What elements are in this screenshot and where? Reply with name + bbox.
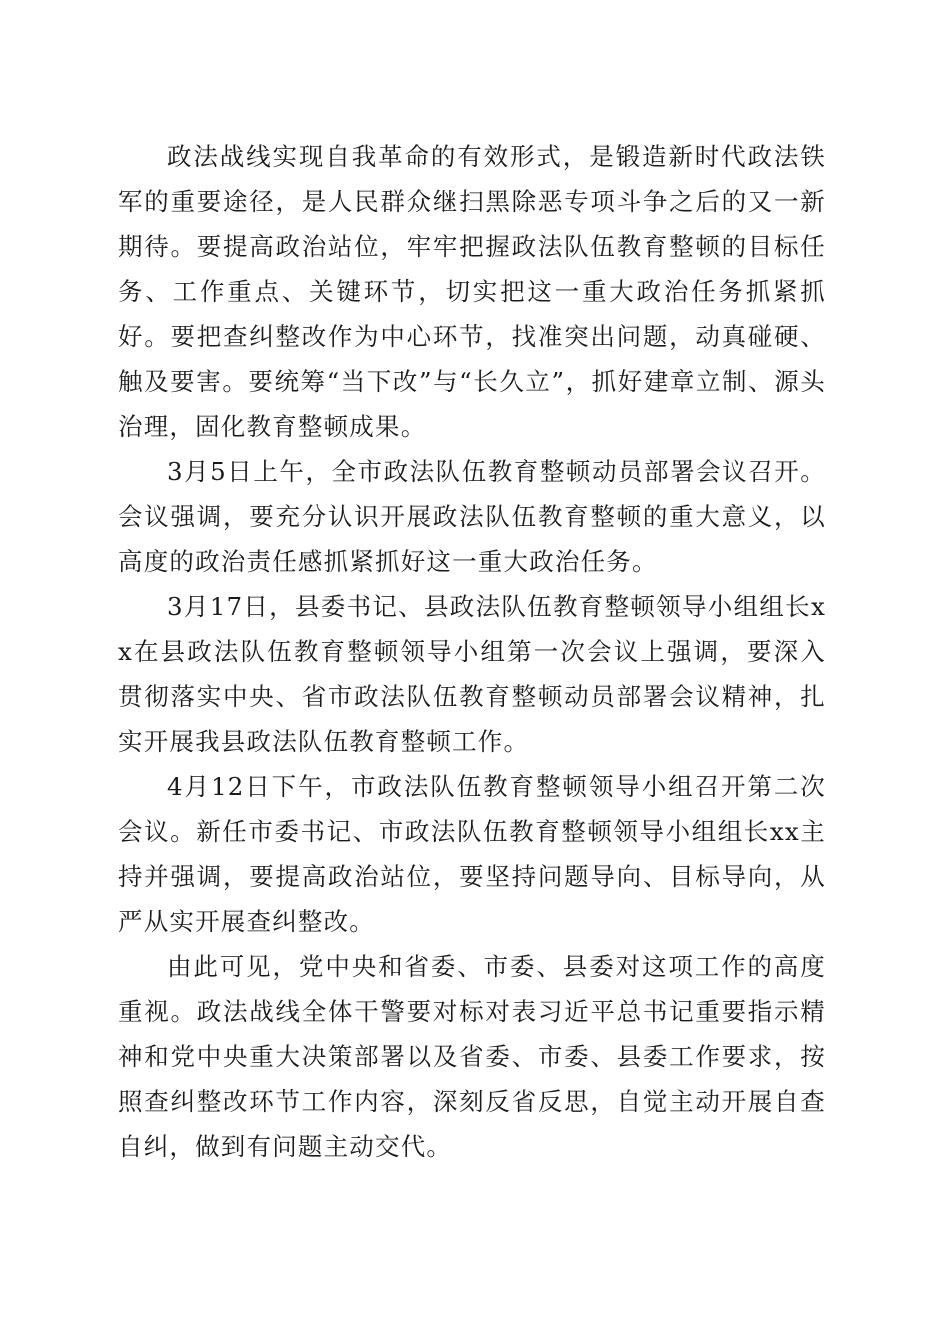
paragraph-1: 政法战线实现自我革命的有效形式，是锻造新时代政法铁军的重要途径，是人民群众继扫黑除恶专项斗争之后的又一新期待。要提高政治站位，牢牢把握政法队伍教育整顿的目标任务、工作重点、关键环节，切实把这一重大政治任务抓紧抓好。要把查纠整改作为中心环节，找准突出问题，动真碰硬、触及要害。要统筹“当下改”与“长久立”，抓好建章立制、源头治理，固化教育整顿成果。: [118, 142, 826, 441]
paragraph-5: 由此可见，党中央和省委、市委、县委对这项工作的高度重视。政法战线全体干警要对标对表习近平总书记重要指示精神和党中央重大决策部署以及省委、市委、县委工作要求，按照查纠整改环节工作内容，深刻反省反思，自觉主动开展自查自纠，做到有问题主动交代。: [118, 952, 826, 1161]
document-body: [118, 134, 826, 1169]
paragraph-3: 3月17日，县委书记、县政法队伍教育整顿领导小组组长xx在县政法队伍教育整顿领导小组第一次会议上强调，要深入贯彻落实中央、省市政法队伍教育整顿动员部署会议精神，扎实开展我县政法队伍教育整顿工作。: [118, 592, 826, 756]
paragraph-2: 3月5日上午，全市政法队伍教育整顿动员部署会议召开。会议强调，要充分认识开展政法队伍教育整顿的重大意义，以高度的政治责任感抓紧抓好这一重大政治任务。: [118, 457, 826, 576]
paragraph-4: 4月12日下午，市政法队伍教育整顿领导小组召开第二次会议。新任市委书记、市政法队伍教育整顿领导小组组长xx主持并强调，要提高政治站位，要坚持问题导向、目标导向，从严从实开展查纠整改。: [118, 772, 826, 936]
